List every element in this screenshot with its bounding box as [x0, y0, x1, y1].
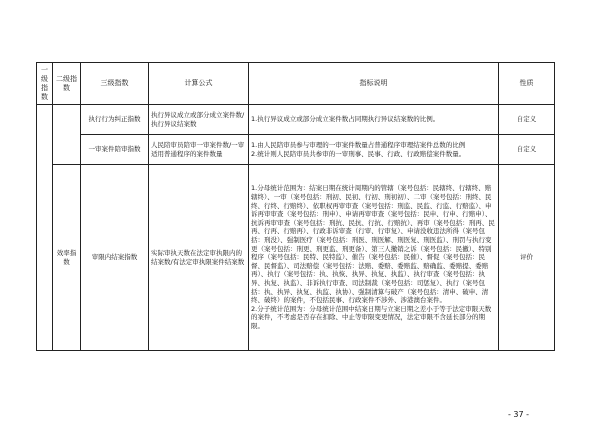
table-header-row — [37, 63, 555, 105]
description-line: 1.由人民陪审员参与审理的一审案件数量占普通程序审理结案件总数的比例 — [251, 140, 466, 149]
table-row — [37, 105, 555, 135]
formula-cell: 人民陪审员陪审一审案件数/一审适用普通程序的案件数量 — [149, 135, 249, 165]
table-row — [37, 135, 555, 165]
description-cell: 1.执行异议成立或部分成立案件数占同期执行异议结案数的比例。 — [249, 105, 499, 135]
header-level1: 一级指数 — [37, 63, 53, 105]
description-cell — [249, 165, 499, 351]
header-level2: 二级指数 — [53, 63, 81, 105]
level3-cell: 审限内结案指数 — [81, 165, 149, 351]
header-level3: 三级指数 — [81, 63, 149, 105]
description-cell — [249, 135, 499, 165]
nature-cell: 评价 — [499, 165, 555, 351]
table-row — [37, 165, 555, 351]
nature-cell: 自定义 — [499, 135, 555, 165]
level3-cell: 一审案件陪审指数 — [81, 135, 149, 165]
page-number: - 37 - — [508, 410, 530, 419]
header-nature: 性质 — [499, 63, 555, 105]
formula-cell: 执行异议成立或部分成立案件数/执行异议结案数 — [149, 105, 249, 135]
indicator-table — [36, 62, 555, 351]
level2-cell: 效率指数 — [53, 165, 81, 351]
description-paragraph: 1.分母统计范围为：结案日期在统计周期内的管辖（案号包括：民辖终、行辖终、赔辖终）、一审（案号包括：刑初、民初、行初、刑初初）、二审（案号包括：刑终、民终、行终、行赔终）、依职权再审审查（案号包括：刑监、民监、行监、行赔监）、申诉再审审查（案号包括：刑申）、申请再审审查（案号包括：民申、行申、行赔申）、抗诉再审审查（案号包括：刑抗、民抗、行抗、行赔抗）、再审（案号包括：刑再、民再、行再、行赔再）、行政非诉审查（行审、行审复）、申请没收违法所得（案号包括：刑没）、强制医疗（案号包括：刑医、刑医解、刑医复、刑医监）、刑罚与执行变更（案号包括：刑更、刑更监、刑更备）、第三人撤销之诉（案号包括：民撤）、特别程序（案号包括：民特、民特监）、催告（案号包括：民催）、督促（案号包括：民督、民督监）、司法赔偿（案号包括：法赔、委赔、委赔监、赔确监、委赔提、委赔再）、执行（案号包括：执、执恢、执异、执复、执监）、执行审查（案号包括：执异、执复、执监）、非诉执行审查、司法制裁（案号包括：司惩复）、执行（案号包括：执、执异、执复、执监、执协）、强制清算与破产（案号包括：清申、破申、清终、破终）的案件，不包括民事、行政案件不涉外、涉港澳台案件。 — [251, 184, 495, 305]
description-line: 2.统计则人民陪审员共参审的一审刑事、民事、行政、行政赔偿案件数量。 — [251, 149, 466, 158]
formula-cell: 实际审执天数在法定审执限内的结案数/有法定审执限案件结案数 — [149, 165, 249, 351]
level3-cell: 执行行为纠正指数 — [81, 105, 149, 135]
header-formula: 计算公式 — [149, 63, 249, 105]
nature-cell: 自定义 — [499, 105, 555, 135]
level2-cell-empty — [53, 105, 81, 165]
header-description: 指标说明 — [249, 63, 499, 105]
description-paragraph: 2.分子统计范围为：分母统计范围中结案日期与立案日期之差小于等于法定审限天数的案件，不考虑是否存在扣除、中止等审限变更情况，法定审限不含延长部分的期限。 — [251, 304, 492, 330]
level1-cell-empty — [37, 105, 53, 351]
